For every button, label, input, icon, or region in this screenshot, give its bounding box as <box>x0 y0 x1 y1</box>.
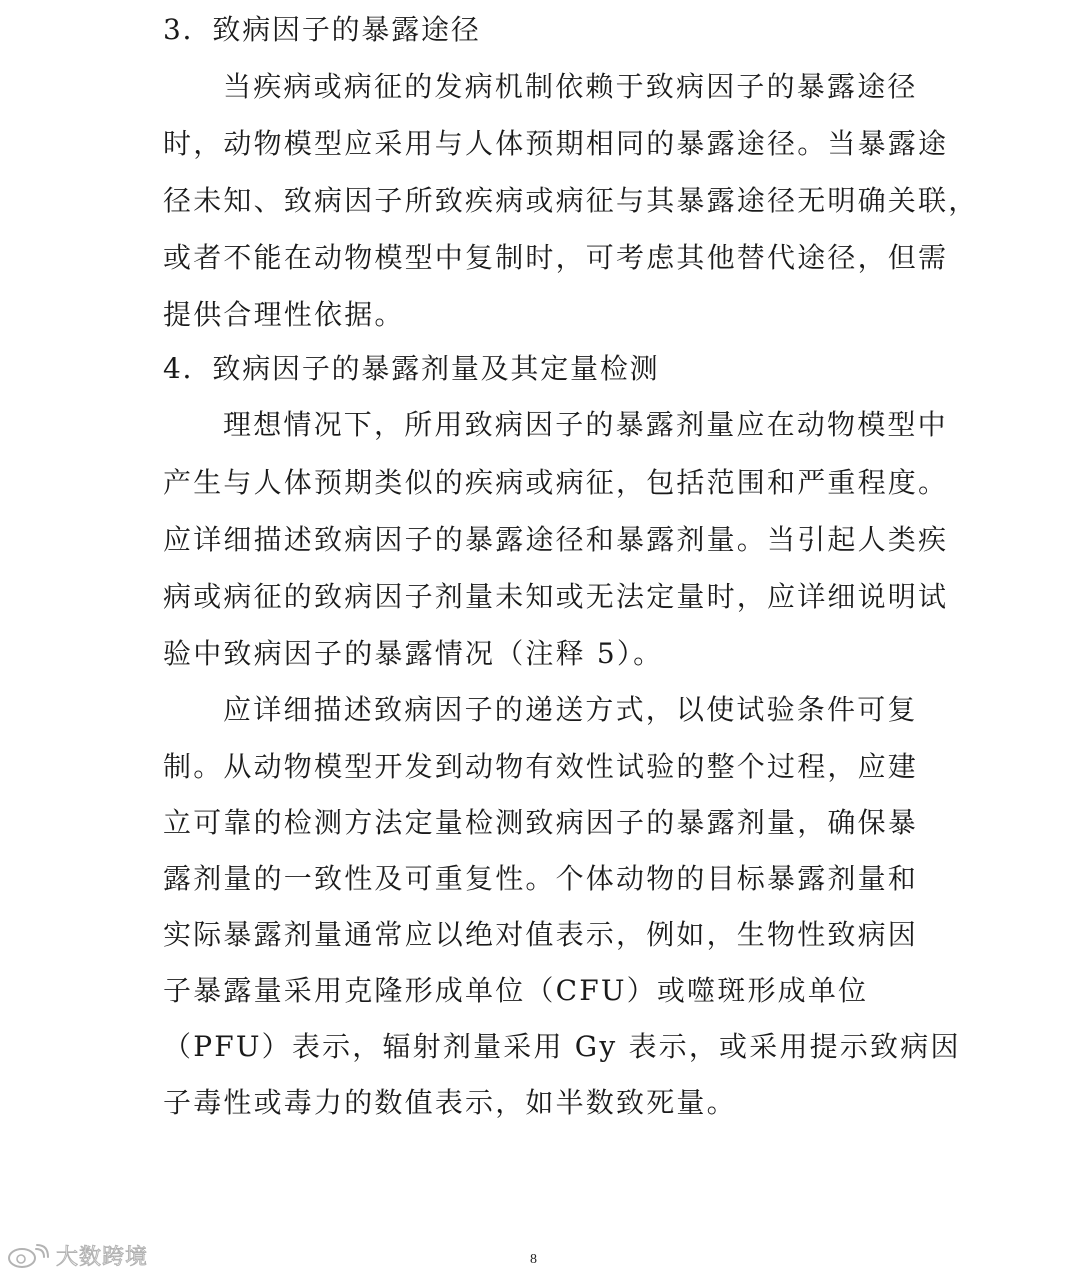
paragraph-line: 实际暴露剂量通常应以绝对值表示，例如，生物性致病因 <box>163 918 919 951</box>
paragraph-line: 理想情况下，所用致病因子的暴露剂量应在动物模型中 <box>223 408 948 441</box>
paragraph-line: 或者不能在动物模型中复制时，可考虑其他替代途径，但需 <box>163 241 949 274</box>
paragraph-line: 应详细描述致病因子的递送方式，以使试验条件可复 <box>223 693 918 726</box>
paragraph-line: 露剂量的一致性及可重复性。个体动物的目标暴露剂量和 <box>163 862 919 895</box>
section-heading: 4．致病因子的暴露剂量及其定量检测 <box>163 352 660 385</box>
paragraph-line: 应详细描述致病因子的暴露途径和暴露剂量。当引起人类疾 <box>163 523 949 556</box>
paragraph-line: 径未知、致病因子所致疾病或病征与其暴露途径无明确关联， <box>163 184 979 217</box>
page-number: 8 <box>530 1252 537 1267</box>
weibo-logo-icon <box>6 1243 50 1269</box>
paragraph-line: 验中致病因子的暴露情况（注释 5）。 <box>163 637 664 670</box>
watermark <box>6 1240 148 1271</box>
paragraph-line: 提供合理性依据。 <box>163 298 405 331</box>
paragraph-line: 病或病征的致病因子剂量未知或无法定量时，应详细说明试 <box>163 580 949 613</box>
paragraph-line: 子暴露量采用克隆形成单位（CFU）或噬斑形成单位 <box>163 974 869 1007</box>
watermark-text: 大数跨境 <box>56 1245 149 1270</box>
paragraph-line: 当疾病或病征的发病机制依赖于致病因子的暴露途径 <box>223 70 918 103</box>
paragraph-line: 子毒性或毒力的数值表示，如半数致死量。 <box>163 1086 737 1119</box>
paragraph-line: 立可靠的检测方法定量检测致病因子的暴露剂量，确保暴 <box>163 806 919 839</box>
section-heading: 3．致病因子的暴露途径 <box>163 13 481 46</box>
paragraph-line: （PFU）表示，辐射剂量采用 Gy 表示，或采用提示致病因 <box>163 1030 961 1063</box>
paragraph-line: 时，动物模型应采用与人体预期相同的暴露途径。当暴露途 <box>163 127 949 160</box>
paragraph-line: 产生与人体预期类似的疾病或病征，包括范围和严重程度。 <box>163 466 949 499</box>
paragraph-line: 制。从动物模型开发到动物有效性试验的整个过程，应建 <box>163 750 919 783</box>
